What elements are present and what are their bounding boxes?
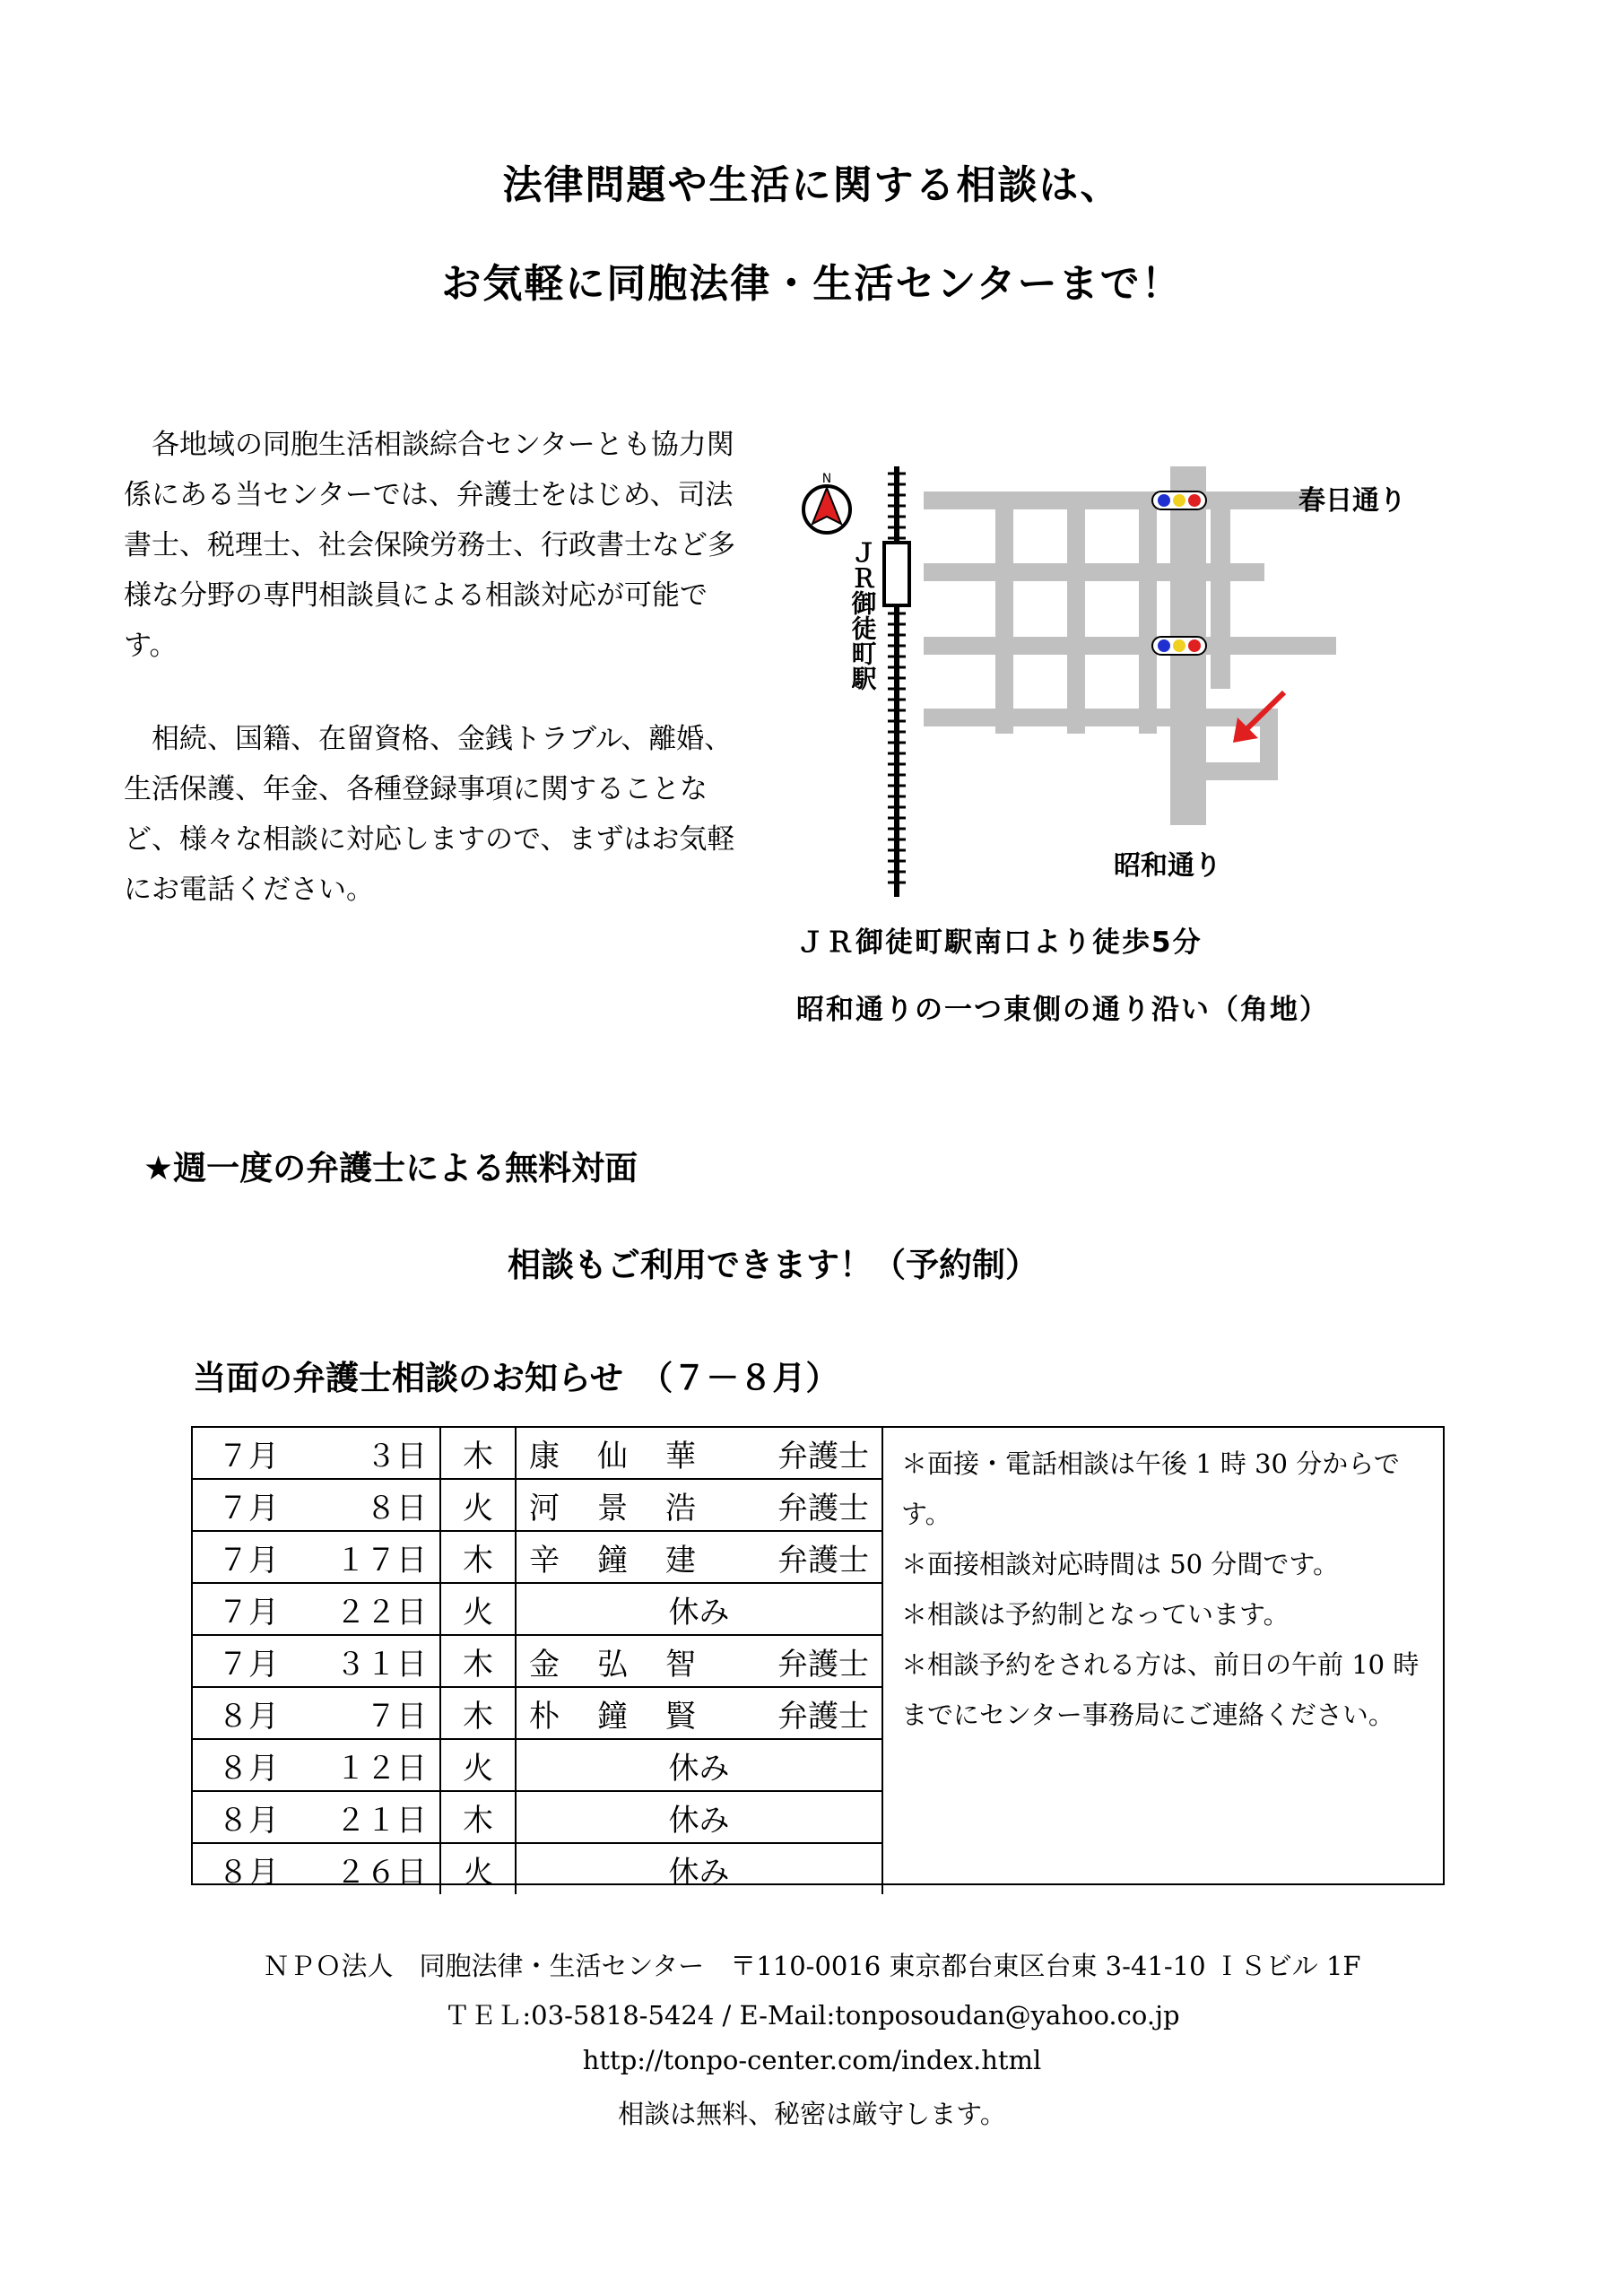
lawyer-name-char: 華 [665,1438,696,1474]
lawyer-role: 弁護士 [777,1698,869,1735]
consultation-note: ＊面接相談対応時間は 50 分間です。 [901,1549,1340,1579]
schedule-closed-label: 休み [668,1594,730,1631]
schedule-month: ８月 [218,1698,279,1735]
schedule-month: ７月 [218,1490,279,1526]
street-label-kasuga: 春日通り [1298,485,1406,517]
schedule-date-cell [193,1687,440,1739]
schedule-lawyer-cell [516,1428,882,1479]
lawyer-name-char: 浩 [665,1490,696,1526]
compass-icon [803,472,850,533]
map-caption-location: 昭和通りの一つ東側の通り沿い（角地） [796,994,1329,1026]
schedule-weekday: 火 [440,1479,516,1531]
schedule-weekday: 木 [440,1531,516,1583]
schedule-lawyer-cell [516,1479,882,1531]
schedule-day: ３日 [366,1438,427,1474]
schedule-lawyer-cell [516,1739,882,1791]
intro-paragraph-services [124,420,751,671]
lawyer-name-char: 鐘 [597,1542,628,1578]
schedule-date-cell [193,1479,440,1531]
lawyer-name-char: 智 [665,1646,696,1683]
schedule-row [193,1583,882,1635]
schedule-row [193,1531,882,1583]
station-building-icon [884,543,909,605]
schedule-row [193,1635,882,1687]
lawyer-name-char: 辛 [529,1542,560,1578]
schedule-lawyer-cell [516,1843,882,1894]
schedule-date-cell [193,1791,440,1843]
schedule-day: ３１日 [335,1646,427,1683]
station-label: ＪＲ御徒町駅 [847,540,878,691]
map-caption-walk: ＪＲ御徒町駅南口より徒歩5分 [796,926,1203,959]
consultation-notes [881,1428,1437,1883]
schedule-date-cell [193,1739,440,1791]
lawyer-name-char: 仙 [597,1438,628,1474]
schedule-weekday: 木 [440,1428,516,1479]
schedule-row [193,1843,882,1894]
road-grid [924,466,1336,825]
schedule-day: ２６日 [335,1854,427,1891]
schedule-day: ８日 [366,1490,427,1526]
lawyer-role: 弁護士 [777,1438,869,1474]
schedule-title: 当面の弁護士相談のお知らせ （７－８月） [193,1359,839,1397]
schedule-row [193,1428,882,1479]
schedule-day: ７日 [366,1698,427,1735]
schedule-weekday: 火 [440,1843,516,1894]
headline-line-1: 法律問題や生活に関する相談は、 [502,162,1122,208]
schedule-date-cell [193,1531,440,1583]
schedule-month: ７月 [218,1542,279,1578]
schedule-date-cell [193,1428,440,1479]
headline-line-2: お気軽に同胞法律・生活センターまで！ [441,261,1183,307]
schedule-box [191,1426,1445,1891]
street-label-showa: 昭和通り [1114,850,1221,882]
schedule-closed-label: 休み [668,1854,730,1891]
schedule-closed-label: 休み [668,1750,730,1787]
lawyer-role: 弁護士 [777,1542,869,1578]
schedule-table [193,1428,883,1894]
schedule-weekday: 木 [440,1687,516,1739]
schedule-day: ２２日 [335,1594,427,1631]
schedule-weekday: 火 [440,1739,516,1791]
lawyer-name-char: 康 [529,1438,560,1474]
schedule-month: ７月 [218,1594,279,1631]
schedule-lawyer-cell [516,1791,882,1843]
intro-paragraph-topics [124,714,751,915]
lawyer-name-char: 建 [665,1542,696,1578]
schedule-date-cell [193,1635,440,1687]
lawyer-name-char: 金 [529,1646,560,1683]
traffic-signal-icon [1152,491,1206,509]
schedule-lawyer-cell [516,1583,882,1635]
schedule-weekday: 火 [440,1583,516,1635]
footer-contact: ＴＥＬ:03-5818-5424 / E-Mail:tonposoudan@yahoo.co.jp [444,2000,1180,2031]
schedule-row [193,1739,882,1791]
free-consultation-line-1: ★週一度の弁護士による無料対面 [143,1149,638,1187]
schedule-lawyer-cell [516,1531,882,1583]
rail-line [884,466,909,897]
lawyer-name-char: 鐘 [597,1698,628,1735]
schedule-month: ７月 [218,1438,279,1474]
access-map [789,448,1471,915]
lawyer-name-char: 朴 [529,1698,560,1735]
traffic-signal-icon [1152,637,1206,655]
schedule-lawyer-cell [516,1687,882,1739]
schedule-date-cell [193,1583,440,1635]
schedule-row [193,1791,882,1843]
lawyer-name-char: 景 [597,1490,628,1526]
lawyer-name-char: 賢 [665,1698,696,1735]
schedule-month: ７月 [218,1646,279,1683]
intro-text-1: 各地域の同胞生活相談綜合センターとも協力関係にある当センターでは、弁護士をはじめ、司法書士、税理士、社会保険労務士、行政書士など多様な分野の専門相談員による相談対応が可能です。 [124,429,735,662]
schedule-day: １２日 [335,1750,427,1787]
schedule-month: ８月 [218,1854,279,1891]
schedule-lawyer-cell [516,1635,882,1687]
lawyer-name-char: 河 [529,1490,560,1526]
schedule-day: １７日 [335,1542,427,1578]
compass-label: N [821,472,832,486]
schedule-row [193,1479,882,1531]
consultation-note: ＊相談は予約制となっています。 [901,1599,1290,1630]
schedule-month: ８月 [218,1750,279,1787]
lawyer-name-char: 弘 [597,1646,628,1683]
consultation-note: ＊面接・電話相談は午後 1 時 30 分からです。 [901,1448,1400,1529]
schedule-day: ２１日 [335,1802,427,1839]
schedule-weekday: 木 [440,1791,516,1843]
lawyer-role: 弁護士 [777,1646,869,1683]
footer-organization-address: ＮＰＯ法人 同胞法律・生活センター 〒110-0016 東京都台東区台東 3-41-10 ＩＳビル 1F [263,1951,1361,1981]
intro-text-2: 相続、国籍、在留資格、金銭トラブル、離婚、生活保護、年金、各種登録事項に関することなど、様々な相談に対応しますので、まずはお気軽にお電話ください。 [124,723,735,906]
footer-privacy-note: 相談は無料、秘密は厳守します。 [618,2099,1006,2129]
free-consultation-line-2: 相談もご利用できます！（予約制） [508,1246,1038,1284]
lawyer-role: 弁護士 [777,1490,869,1526]
schedule-row [193,1687,882,1739]
schedule-closed-label: 休み [668,1802,730,1839]
schedule-weekday: 木 [440,1635,516,1687]
consultation-note: ＊相談予約をされる方は、前日の午前 10 時までにセンター事務局にご連絡ください。 [901,1649,1420,1730]
schedule-date-cell [193,1843,440,1894]
schedule-month: ８月 [218,1802,279,1839]
footer-website-link[interactable]: http://tonpo-center.com/index.html [582,2045,1042,2075]
